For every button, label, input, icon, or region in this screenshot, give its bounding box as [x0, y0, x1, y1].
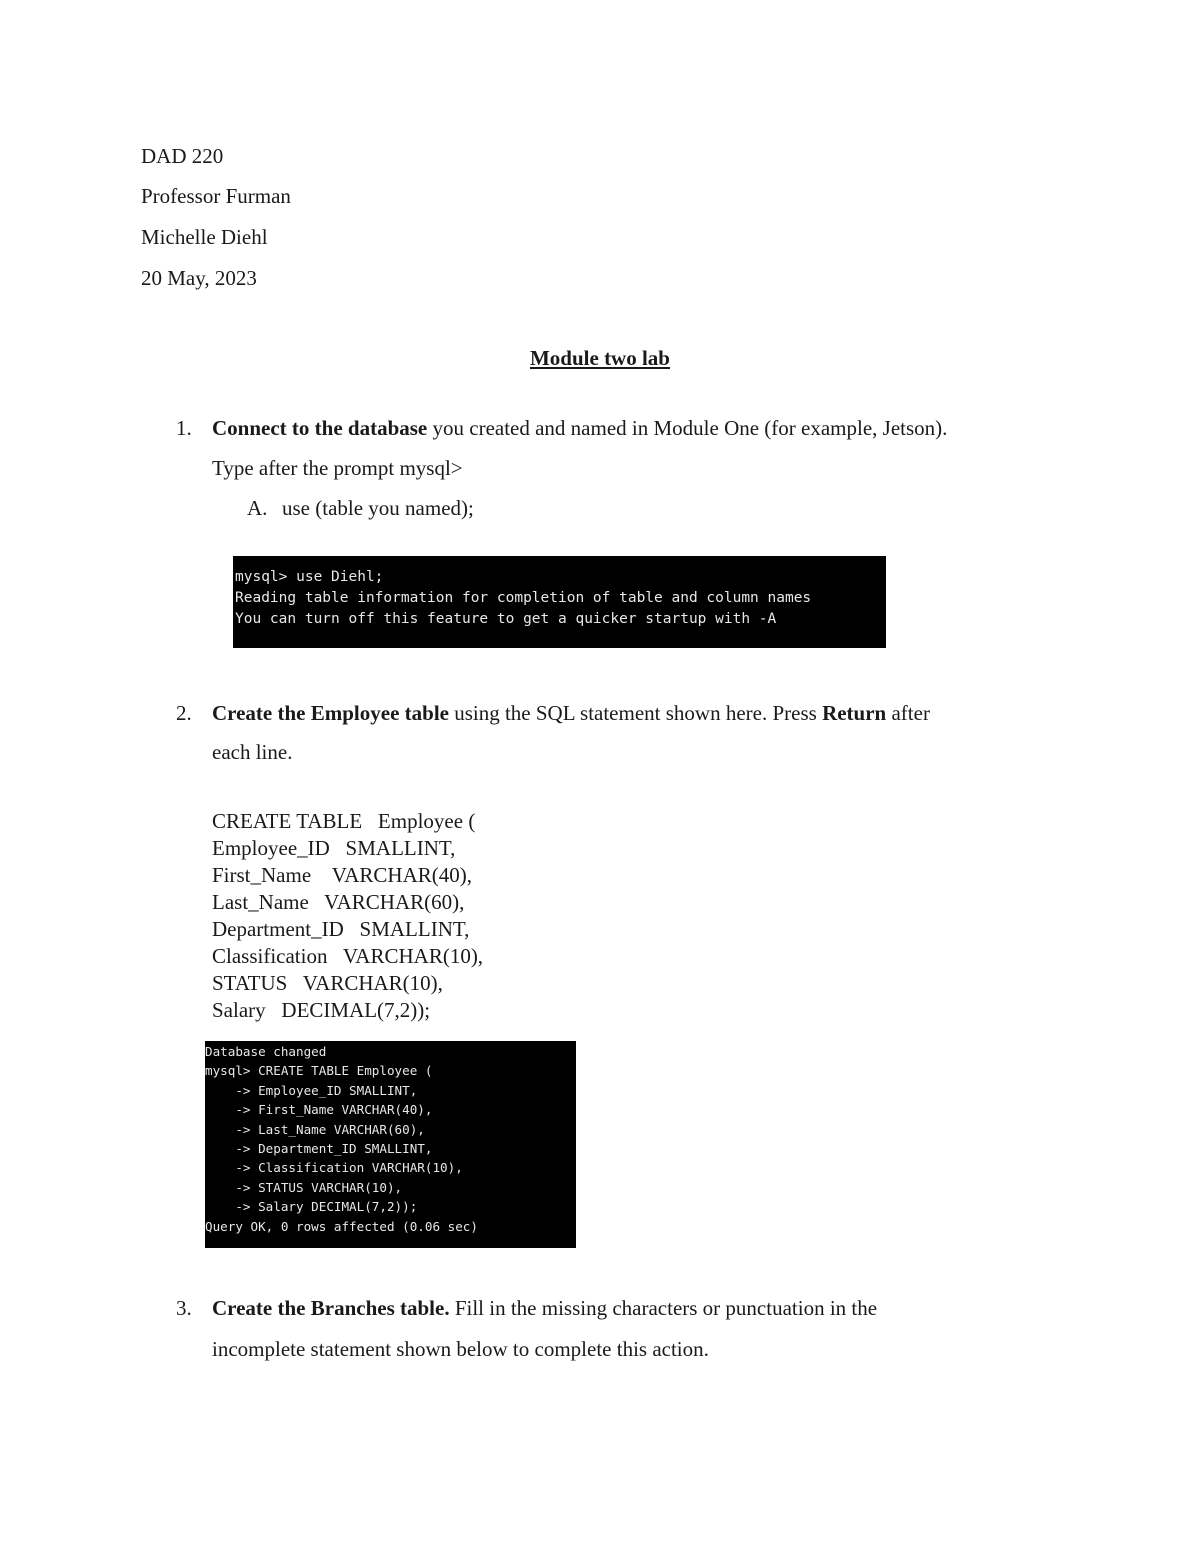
- step-1-rest: you created and named in Module One (for example, Jetson).: [427, 416, 948, 440]
- terminal-line: -> Salary DECIMAL(7,2));: [205, 1199, 418, 1215]
- code-line: CREATE TABLE Employee (: [212, 809, 476, 833]
- terminal-line: You can turn off this feature to get a quicker startup with -A: [235, 611, 777, 627]
- step-1a-text: use (table you named);: [282, 496, 474, 520]
- step-2-bold: Create the Employee table: [212, 701, 449, 725]
- terminal-line: -> Employee_ID SMALLINT,: [205, 1082, 418, 1098]
- code-line: Classification VARCHAR(10),: [212, 944, 484, 968]
- course-code: DAD 220: [141, 144, 224, 168]
- step-2-rest2: after: [886, 701, 930, 725]
- code-line: Employee_ID SMALLINT,: [212, 836, 456, 860]
- terminal-screenshot-use: [233, 556, 886, 648]
- terminal-line: -> First_Name VARCHAR(40),: [205, 1102, 433, 1118]
- step-2-rest: using the SQL statement shown here. Press: [448, 701, 823, 725]
- terminal-line: -> Department_ID SMALLINT,: [205, 1141, 433, 1157]
- terminal-line: mysql> use Diehl;: [235, 569, 384, 585]
- step-2-bold-return: Return: [822, 701, 887, 725]
- terminal-line: -> STATUS VARCHAR(10),: [205, 1179, 403, 1195]
- sql-code-block: [212, 808, 483, 1024]
- code-line: Salary DECIMAL(7,2));: [212, 998, 431, 1022]
- step-2-text: [212, 703, 930, 724]
- step-1-text: [212, 418, 947, 439]
- step-3-rest: Fill in the missing characters or punctuation in the: [449, 1296, 878, 1320]
- terminal-line: Query OK, 0 rows affected (0.06 sec): [205, 1218, 478, 1234]
- terminal-line: -> Last_Name VARCHAR(60),: [205, 1121, 425, 1137]
- code-line: Last_Name VARCHAR(60),: [212, 890, 465, 914]
- terminal-line: -> Classification VARCHAR(10),: [205, 1160, 463, 1176]
- step-3-text: [212, 1298, 877, 1319]
- step-3-line2: incomplete statement shown below to complete this action.: [212, 1337, 709, 1361]
- step-3-number: 3.: [176, 1296, 192, 1320]
- code-line: First_Name VARCHAR(40),: [212, 863, 472, 887]
- step-1-number: 1.: [176, 416, 192, 440]
- step-1a-label: A.: [247, 496, 268, 520]
- terminal-line: Reading table information for completion of table and column names: [235, 590, 812, 606]
- step-1-line2: Type after the prompt mysql>: [212, 456, 463, 480]
- page-title: Module two lab: [529, 346, 670, 370]
- document-date: 20 May, 2023: [141, 266, 257, 290]
- student-name: Michelle Diehl: [141, 225, 268, 249]
- professor-name: Professor Furman: [141, 184, 291, 208]
- terminal-screenshot-create: [205, 1041, 576, 1248]
- terminal-line: Database changed: [205, 1044, 327, 1059]
- code-line: Department_ID SMALLINT,: [212, 917, 470, 941]
- code-line: STATUS VARCHAR(10),: [212, 971, 443, 995]
- step-3-bold: Create the Branches table.: [212, 1296, 450, 1320]
- step-1-bold: Connect to the database: [212, 416, 428, 440]
- step-2-line2: each line.: [212, 740, 293, 764]
- step-2-number: 2.: [176, 701, 192, 725]
- terminal-line: mysql> CREATE TABLE Employee (: [205, 1063, 433, 1079]
